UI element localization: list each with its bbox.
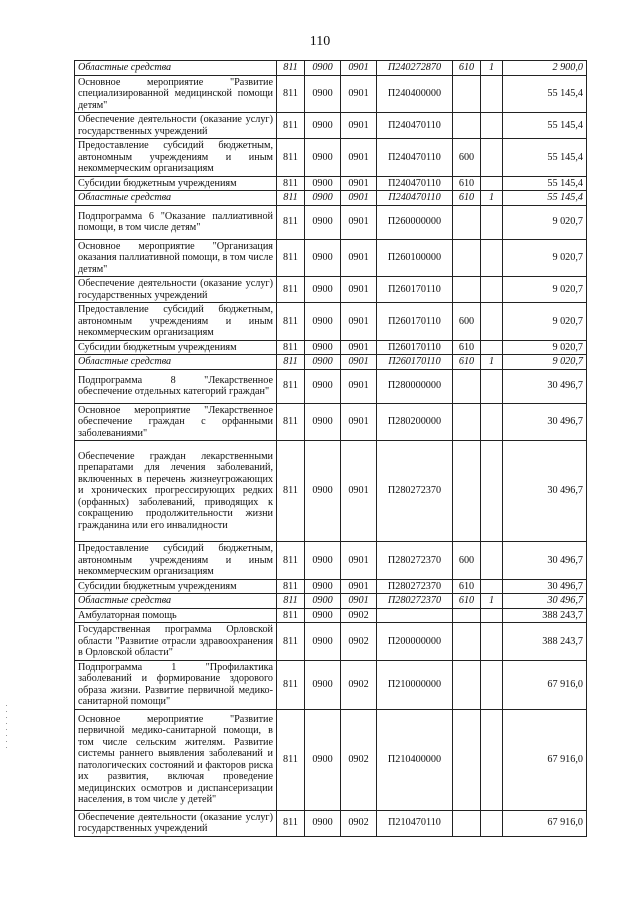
cell-funding-source: 1 bbox=[481, 594, 503, 609]
cell-subsection: 0901 bbox=[341, 369, 377, 403]
cell-amount: 30 496,7 bbox=[503, 579, 587, 594]
cell-target-code: П210470110 bbox=[377, 810, 453, 836]
cell-target-code bbox=[377, 608, 453, 623]
cell-target-code: П280000000 bbox=[377, 369, 453, 403]
cell-grbs: 811 bbox=[277, 403, 305, 441]
cell-name: Основное мероприятие "Организация оказания паллиативной помощи, в том числе детям" bbox=[75, 239, 277, 277]
cell-amount: 388 243,7 bbox=[503, 623, 587, 661]
cell-section: 0900 bbox=[305, 176, 341, 191]
cell-section: 0900 bbox=[305, 277, 341, 303]
cell-amount: 55 145,4 bbox=[503, 176, 587, 191]
cell-amount: 9 020,7 bbox=[503, 277, 587, 303]
cell-funding-source bbox=[481, 113, 503, 139]
cell-name: Областные средства bbox=[75, 61, 277, 76]
cell-subsection: 0901 bbox=[341, 113, 377, 139]
cell-section: 0900 bbox=[305, 340, 341, 355]
cell-amount: 30 496,7 bbox=[503, 403, 587, 441]
cell-amount: 388 243,7 bbox=[503, 608, 587, 623]
cell-section: 0900 bbox=[305, 441, 341, 542]
cell-grbs: 811 bbox=[277, 303, 305, 341]
cell-expense-type: 610 bbox=[453, 191, 481, 206]
cell-amount: 55 145,4 bbox=[503, 75, 587, 113]
cell-expense-type: 610 bbox=[453, 340, 481, 355]
cell-target-code: П280272370 bbox=[377, 441, 453, 542]
cell-grbs: 811 bbox=[277, 61, 305, 76]
cell-grbs: 811 bbox=[277, 579, 305, 594]
cell-section: 0900 bbox=[305, 623, 341, 661]
cell-amount: 9 020,7 bbox=[503, 355, 587, 370]
cell-name: Подпрограмма 1 "Профилактика заболеваний и формирование здорового образа жизни. Развитие первичной медико-санитарной помощи" bbox=[75, 660, 277, 709]
cell-grbs: 811 bbox=[277, 239, 305, 277]
cell-target-code: П260000000 bbox=[377, 205, 453, 239]
table-row bbox=[75, 191, 587, 206]
cell-section: 0900 bbox=[305, 355, 341, 370]
cell-name: Обеспечение граждан лекарственными препаратами для лечения заболеваний, включенных в перечень жизнеугрожающих и хронических прогрессирующих редких (орфанных) заболеваний, приводящих к сокращению продолжительности жизни гражданина или его инвалидности bbox=[75, 441, 277, 542]
cell-expense-type: 610 bbox=[453, 594, 481, 609]
cell-funding-source bbox=[481, 369, 503, 403]
cell-expense-type bbox=[453, 660, 481, 709]
cell-section: 0900 bbox=[305, 810, 341, 836]
cell-name: Обеспечение деятельности (оказание услуг) государственных учреждений bbox=[75, 113, 277, 139]
table-row bbox=[75, 340, 587, 355]
cell-funding-source bbox=[481, 277, 503, 303]
table-row bbox=[75, 355, 587, 370]
cell-funding-source bbox=[481, 340, 503, 355]
cell-amount: 9 020,7 bbox=[503, 303, 587, 341]
cell-target-code: П260170110 bbox=[377, 340, 453, 355]
cell-expense-type: 610 bbox=[453, 355, 481, 370]
cell-name: Областные средства bbox=[75, 355, 277, 370]
cell-target-code: П280272370 bbox=[377, 579, 453, 594]
cell-expense-type: 610 bbox=[453, 61, 481, 76]
cell-grbs: 811 bbox=[277, 340, 305, 355]
cell-section: 0900 bbox=[305, 369, 341, 403]
cell-expense-type: 610 bbox=[453, 579, 481, 594]
cell-section: 0900 bbox=[305, 139, 341, 177]
table-row bbox=[75, 579, 587, 594]
cell-funding-source: 1 bbox=[481, 191, 503, 206]
table-row bbox=[75, 709, 587, 810]
cell-amount: 30 496,7 bbox=[503, 369, 587, 403]
table-row bbox=[75, 277, 587, 303]
cell-name: Субсидии бюджетным учреждениям bbox=[75, 340, 277, 355]
cell-target-code: П210000000 bbox=[377, 660, 453, 709]
cell-funding-source bbox=[481, 542, 503, 580]
cell-grbs: 811 bbox=[277, 660, 305, 709]
cell-target-code: П260170110 bbox=[377, 303, 453, 341]
cell-subsection: 0901 bbox=[341, 75, 377, 113]
cell-section: 0900 bbox=[305, 61, 341, 76]
cell-expense-type bbox=[453, 441, 481, 542]
cell-amount: 67 916,0 bbox=[503, 810, 587, 836]
cell-subsection: 0901 bbox=[341, 579, 377, 594]
table-row bbox=[75, 176, 587, 191]
cell-section: 0900 bbox=[305, 191, 341, 206]
table-row bbox=[75, 205, 587, 239]
cell-funding-source bbox=[481, 709, 503, 810]
cell-subsection: 0902 bbox=[341, 810, 377, 836]
cell-section: 0900 bbox=[305, 542, 341, 580]
cell-expense-type bbox=[453, 623, 481, 661]
cell-subsection: 0901 bbox=[341, 191, 377, 206]
cell-subsection: 0901 bbox=[341, 303, 377, 341]
cell-grbs: 811 bbox=[277, 369, 305, 403]
table-row bbox=[75, 75, 587, 113]
cell-target-code: П240400000 bbox=[377, 75, 453, 113]
cell-target-code: П240272870 bbox=[377, 61, 453, 76]
cell-subsection: 0901 bbox=[341, 403, 377, 441]
cell-expense-type bbox=[453, 113, 481, 139]
cell-target-code: П210400000 bbox=[377, 709, 453, 810]
cell-subsection: 0901 bbox=[341, 139, 377, 177]
table-row bbox=[75, 239, 587, 277]
cell-amount: 55 145,4 bbox=[503, 191, 587, 206]
table-row bbox=[75, 542, 587, 580]
cell-subsection: 0901 bbox=[341, 176, 377, 191]
table-row bbox=[75, 810, 587, 836]
cell-expense-type: 610 bbox=[453, 176, 481, 191]
scan-margin-marks bbox=[6, 705, 8, 753]
cell-grbs: 811 bbox=[277, 113, 305, 139]
cell-grbs: 811 bbox=[277, 623, 305, 661]
cell-grbs: 811 bbox=[277, 542, 305, 580]
cell-expense-type bbox=[453, 810, 481, 836]
cell-funding-source bbox=[481, 441, 503, 542]
cell-funding-source bbox=[481, 75, 503, 113]
cell-name: Субсидии бюджетным учреждениям bbox=[75, 579, 277, 594]
cell-subsection: 0901 bbox=[341, 355, 377, 370]
cell-expense-type: 600 bbox=[453, 139, 481, 177]
cell-funding-source: 1 bbox=[481, 61, 503, 76]
cell-name: Обеспечение деятельности (оказание услуг) государственных учреждений bbox=[75, 810, 277, 836]
cell-section: 0900 bbox=[305, 75, 341, 113]
cell-name: Подпрограмма 6 "Оказание паллиативной помощи, в том числе детям" bbox=[75, 205, 277, 239]
cell-target-code: П240470110 bbox=[377, 191, 453, 206]
cell-amount: 9 020,7 bbox=[503, 340, 587, 355]
table-row bbox=[75, 608, 587, 623]
cell-grbs: 811 bbox=[277, 709, 305, 810]
cell-section: 0900 bbox=[305, 660, 341, 709]
cell-amount: 2 900,0 bbox=[503, 61, 587, 76]
cell-expense-type bbox=[453, 75, 481, 113]
cell-grbs: 811 bbox=[277, 594, 305, 609]
cell-subsection: 0901 bbox=[341, 340, 377, 355]
cell-funding-source bbox=[481, 239, 503, 277]
cell-subsection: 0901 bbox=[341, 542, 377, 580]
cell-funding-source bbox=[481, 205, 503, 239]
cell-section: 0900 bbox=[305, 239, 341, 277]
cell-expense-type: 600 bbox=[453, 542, 481, 580]
cell-expense-type bbox=[453, 205, 481, 239]
table-row bbox=[75, 403, 587, 441]
cell-name: Предоставление субсидий бюджетным, автономным учреждениям и иным некоммерческим организациям bbox=[75, 303, 277, 341]
cell-grbs: 811 bbox=[277, 139, 305, 177]
cell-expense-type bbox=[453, 369, 481, 403]
cell-grbs: 811 bbox=[277, 75, 305, 113]
cell-grbs: 811 bbox=[277, 191, 305, 206]
cell-amount: 67 916,0 bbox=[503, 660, 587, 709]
cell-expense-type bbox=[453, 239, 481, 277]
cell-grbs: 811 bbox=[277, 608, 305, 623]
cell-expense-type bbox=[453, 403, 481, 441]
cell-funding-source bbox=[481, 403, 503, 441]
cell-funding-source: 1 bbox=[481, 355, 503, 370]
cell-subsection: 0901 bbox=[341, 205, 377, 239]
cell-amount: 55 145,4 bbox=[503, 113, 587, 139]
cell-section: 0900 bbox=[305, 303, 341, 341]
cell-section: 0900 bbox=[305, 608, 341, 623]
cell-section: 0900 bbox=[305, 594, 341, 609]
cell-grbs: 811 bbox=[277, 810, 305, 836]
cell-subsection: 0902 bbox=[341, 623, 377, 661]
cell-section: 0900 bbox=[305, 205, 341, 239]
cell-name: Основное мероприятие "Лекарственное обеспечение граждан с орфанными заболеваниями" bbox=[75, 403, 277, 441]
cell-amount: 67 916,0 bbox=[503, 709, 587, 810]
cell-subsection: 0901 bbox=[341, 441, 377, 542]
cell-name: Областные средства bbox=[75, 191, 277, 206]
cell-name: Подпрограмма 8 "Лекарственное обеспечение отдельных категорий граждан" bbox=[75, 369, 277, 403]
cell-target-code: П260100000 bbox=[377, 239, 453, 277]
cell-grbs: 811 bbox=[277, 205, 305, 239]
cell-funding-source bbox=[481, 579, 503, 594]
cell-target-code: П280200000 bbox=[377, 403, 453, 441]
cell-funding-source bbox=[481, 608, 503, 623]
cell-subsection: 0902 bbox=[341, 660, 377, 709]
table-row bbox=[75, 623, 587, 661]
cell-section: 0900 bbox=[305, 709, 341, 810]
cell-funding-source bbox=[481, 660, 503, 709]
cell-grbs: 811 bbox=[277, 355, 305, 370]
table-row bbox=[75, 139, 587, 177]
cell-amount: 9 020,7 bbox=[503, 239, 587, 277]
cell-subsection: 0902 bbox=[341, 709, 377, 810]
table-row bbox=[75, 303, 587, 341]
cell-target-code: П260170110 bbox=[377, 277, 453, 303]
cell-target-code: П280272370 bbox=[377, 542, 453, 580]
cell-expense-type bbox=[453, 277, 481, 303]
page-number: 110 bbox=[309, 34, 331, 49]
cell-name: Основное мероприятие "Развитие первичной медико-санитарной помощи, в том числе сельским жителям. Развитие системы раннего выявления заболеваний и патологических состояний и факторов риска их развития, включая проведение медицинских осмотров и диспансеризации населения, в том числе у детей" bbox=[75, 709, 277, 810]
table-row bbox=[75, 113, 587, 139]
cell-funding-source bbox=[481, 623, 503, 661]
cell-name: Обеспечение деятельности (оказание услуг) государственных учреждений bbox=[75, 277, 277, 303]
cell-amount: 55 145,4 bbox=[503, 139, 587, 177]
cell-name: Областные средства bbox=[75, 594, 277, 609]
cell-section: 0900 bbox=[305, 579, 341, 594]
cell-amount: 9 020,7 bbox=[503, 205, 587, 239]
cell-amount: 30 496,7 bbox=[503, 542, 587, 580]
cell-target-code: П200000000 bbox=[377, 623, 453, 661]
cell-amount: 30 496,7 bbox=[503, 594, 587, 609]
table-row bbox=[75, 61, 587, 76]
cell-grbs: 811 bbox=[277, 441, 305, 542]
cell-expense-type bbox=[453, 608, 481, 623]
cell-target-code: П240470110 bbox=[377, 113, 453, 139]
cell-expense-type bbox=[453, 709, 481, 810]
cell-amount: 30 496,7 bbox=[503, 441, 587, 542]
cell-funding-source bbox=[481, 176, 503, 191]
cell-grbs: 811 bbox=[277, 277, 305, 303]
cell-subsection: 0901 bbox=[341, 239, 377, 277]
cell-name: Амбулаторная помощь bbox=[75, 608, 277, 623]
budget-table bbox=[74, 60, 587, 837]
cell-name: Государственная программа Орловской области "Развитие отрасли здравоохранения в Орловской области" bbox=[75, 623, 277, 661]
cell-target-code: П240470110 bbox=[377, 176, 453, 191]
cell-subsection: 0901 bbox=[341, 277, 377, 303]
cell-name: Субсидии бюджетным учреждениям bbox=[75, 176, 277, 191]
cell-subsection: 0901 bbox=[341, 61, 377, 76]
cell-name: Основное мероприятие "Развитие специализированной медицинской помощи детям" bbox=[75, 75, 277, 113]
cell-subsection: 0901 bbox=[341, 594, 377, 609]
cell-funding-source bbox=[481, 810, 503, 836]
cell-name: Предоставление субсидий бюджетным, автономным учреждениям и иным некоммерческим организациям bbox=[75, 542, 277, 580]
cell-expense-type: 600 bbox=[453, 303, 481, 341]
table-row bbox=[75, 660, 587, 709]
table-row bbox=[75, 369, 587, 403]
cell-target-code: П260170110 bbox=[377, 355, 453, 370]
cell-target-code: П240470110 bbox=[377, 139, 453, 177]
cell-target-code: П280272370 bbox=[377, 594, 453, 609]
cell-funding-source bbox=[481, 303, 503, 341]
cell-subsection: 0902 bbox=[341, 608, 377, 623]
cell-section: 0900 bbox=[305, 403, 341, 441]
cell-section: 0900 bbox=[305, 113, 341, 139]
table-row bbox=[75, 594, 587, 609]
cell-funding-source bbox=[481, 139, 503, 177]
cell-name: Предоставление субсидий бюджетным, автономным учреждениям и иным некоммерческим организациям bbox=[75, 139, 277, 177]
table-row bbox=[75, 441, 587, 542]
cell-grbs: 811 bbox=[277, 176, 305, 191]
